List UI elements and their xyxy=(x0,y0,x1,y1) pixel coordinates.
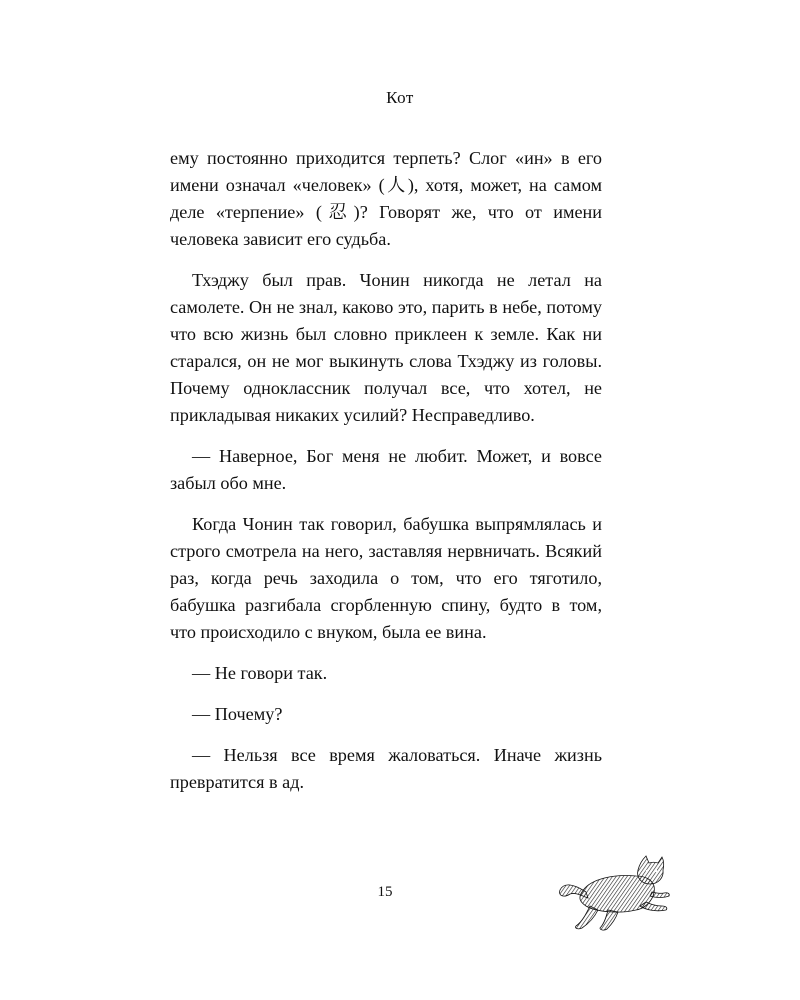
running-header: Кот xyxy=(386,88,414,107)
paragraph: — Почему? xyxy=(192,704,283,724)
paragraph: ему постоянно приходится терпеть? Слог «ин» в его имени означал «человек» (人), хотя, может, на самом деле «терпение» (忍)? Говорят же, что от имени человека зависит его судьба. xyxy=(170,148,602,249)
page-number: 15 xyxy=(377,884,393,900)
paragraph: — Не говори так. xyxy=(192,663,328,683)
paragraph: — Наверное, Бог меня не любит. Может, и вовсе забыл обо мне. xyxy=(170,446,602,493)
paragraph: — Нельзя все время жаловаться. Иначе жизнь превратится в ад. xyxy=(170,745,602,792)
cat-illustration-icon xyxy=(556,852,672,932)
body-text xyxy=(170,145,602,810)
paragraph: Тхэджу был прав. Чонин никогда не летал на самолете. Он не знал, каково это, парить в небе, потому что всю жизнь был словно приклеен к земле. Как ни старался, он не мог выкинуть слова Тхэджу из головы. Почему одноклассник получал все, что хотел, не прикладывая никаких усилий? Несправедливо. xyxy=(170,270,602,425)
paragraph: Когда Чонин так говорил, бабушка выпрямлялась и строго смотрела на него, заставляя нервничать. Всякий раз, когда речь заходила о том, что его тяготило, бабушка разгибала сгорбленную спину, будто в том, что происходило с внуком, была ее вина. xyxy=(170,514,602,642)
